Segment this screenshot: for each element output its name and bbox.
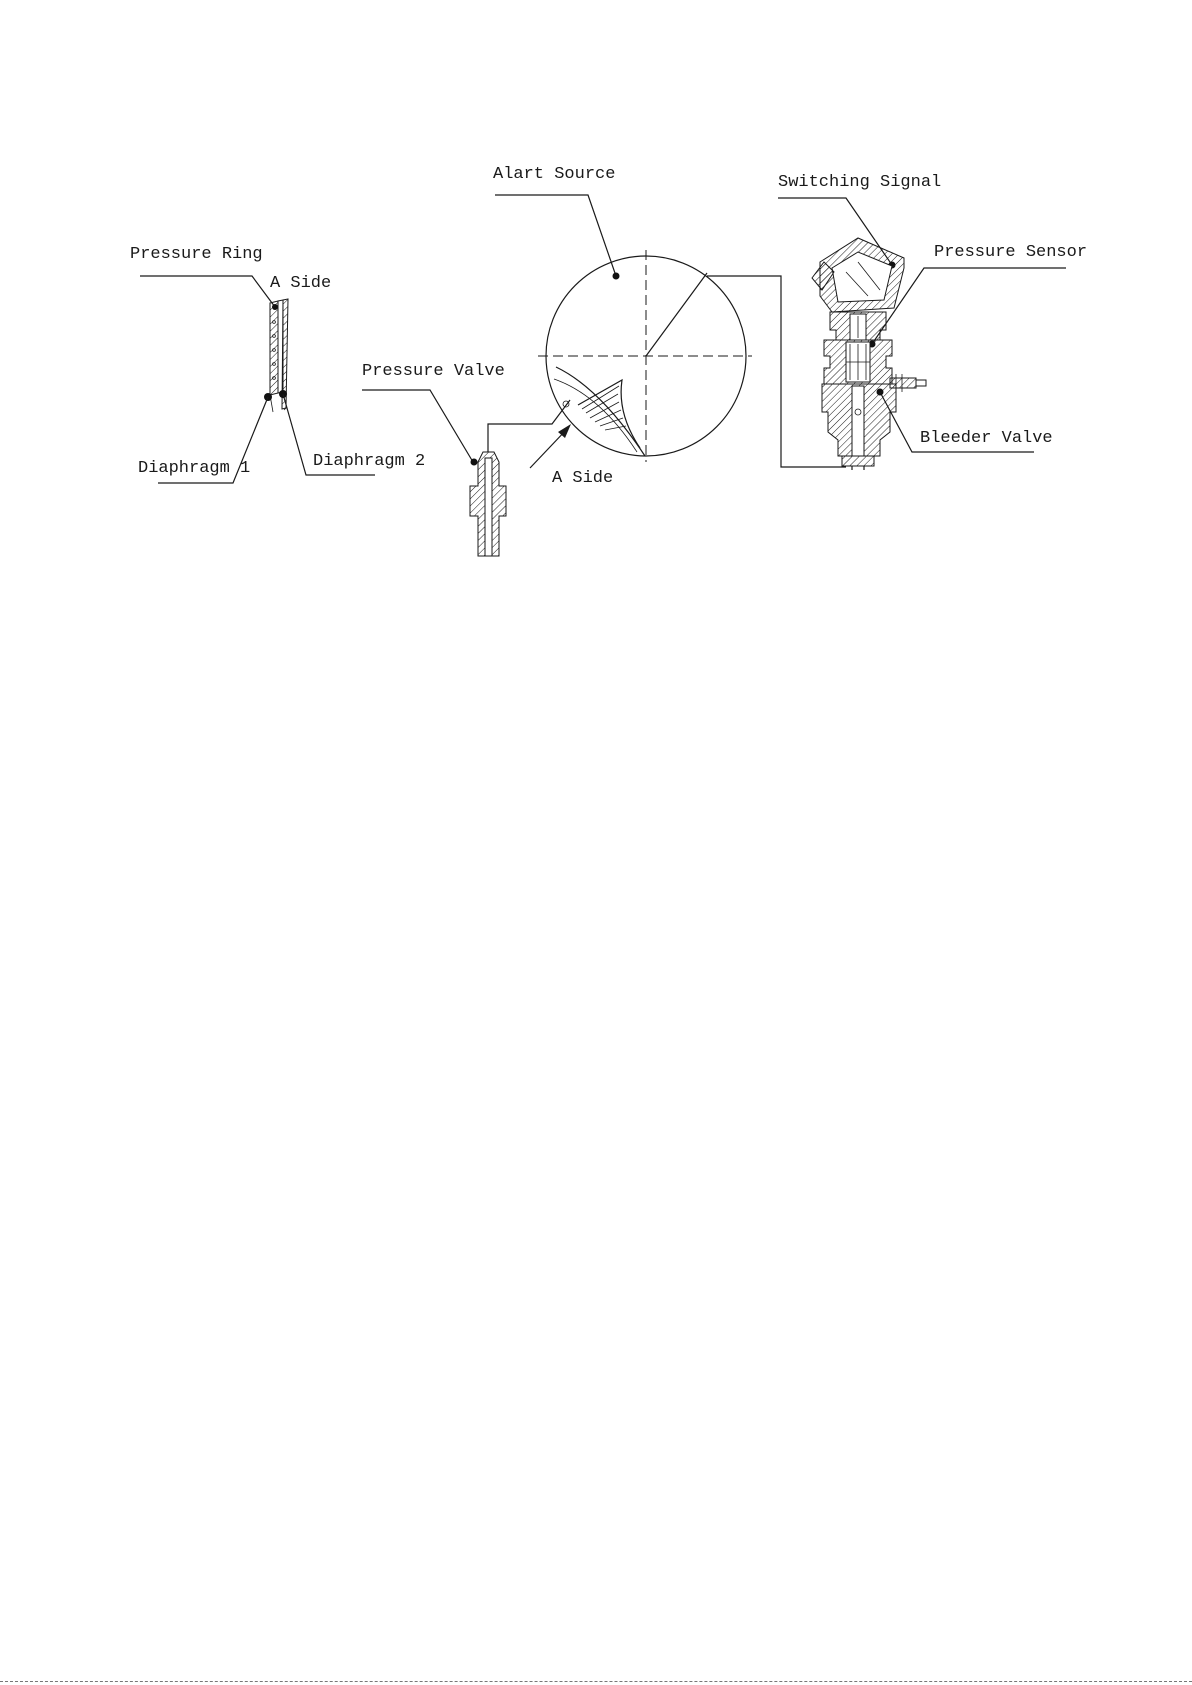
alart-source-section [493, 165, 846, 467]
alart-source-leader [495, 195, 616, 276]
pressure-sensor-label: Pressure Sensor [934, 243, 1088, 262]
sector-arc [556, 367, 645, 456]
bleeder-valve-label: Bleeder Valve [920, 429, 1053, 448]
a-side-left-label: A Side [270, 274, 332, 293]
valve-tube [488, 400, 570, 452]
sensor-body [812, 238, 926, 470]
switching-signal-label: Switching Signal [778, 173, 942, 192]
pressure-ring-leader [140, 276, 275, 307]
diaphragm-2-label: Diaphragm 2 [313, 452, 426, 471]
a-side-center-label: A Side [552, 469, 614, 488]
sensor-assembly-section [778, 173, 1087, 470]
alart-source-label: Alart Source [493, 165, 616, 184]
pressure-ring-label: Pressure Ring [130, 245, 263, 264]
diaphragm-1-label: Diaphragm 1 [138, 459, 251, 478]
pressure-valve-label: Pressure Valve [362, 362, 505, 381]
page-bottom-rule [0, 1681, 1192, 1682]
pressure-valve-body [470, 452, 506, 556]
